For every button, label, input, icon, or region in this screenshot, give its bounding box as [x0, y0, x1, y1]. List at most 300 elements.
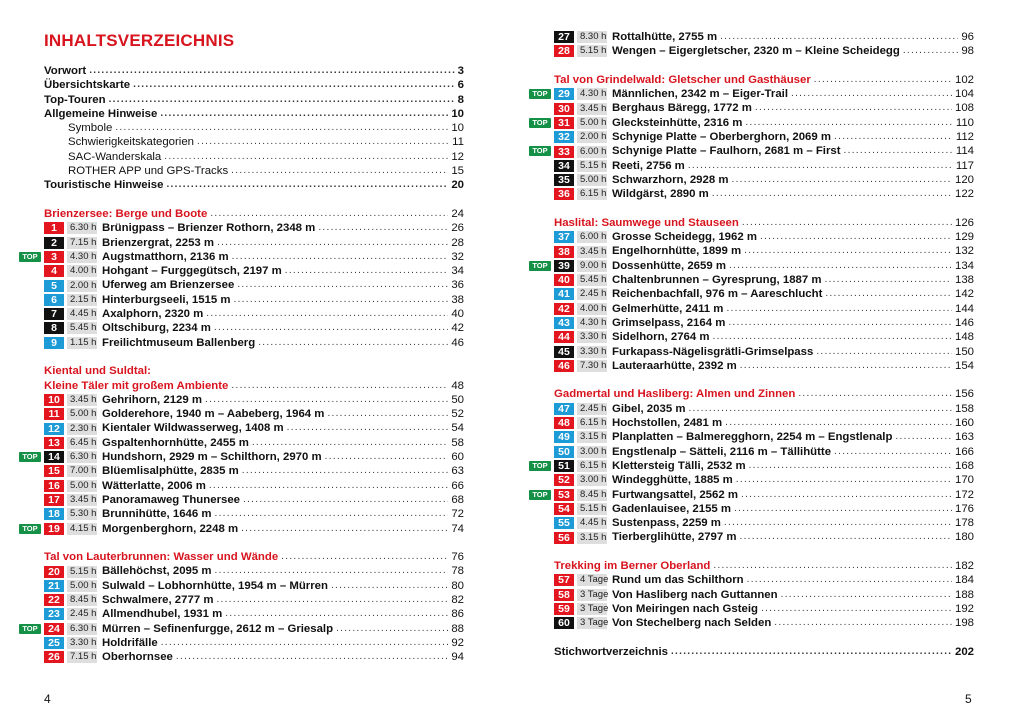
entry-label: Touristische Hinweise	[44, 179, 164, 192]
tour-duration: 8.45 h	[67, 594, 97, 606]
toc-tour-entry[interactable]	[44, 607, 464, 621]
tour-duration: 3.45 h	[67, 394, 97, 406]
tour-number-badge: 50	[554, 446, 574, 458]
toc-tour-entry[interactable]	[554, 345, 974, 359]
right-page	[510, 0, 1020, 727]
entry-label: Berghaus Bäregg, 1772 m	[612, 102, 752, 115]
dot-leader	[744, 244, 952, 258]
entry-label: Engelhornhütte, 1899 m	[612, 245, 742, 258]
tour-number-badge: 19	[44, 523, 64, 535]
toc-title: INHALTSVERZEICHNIS	[44, 31, 235, 50]
dot-leader	[237, 278, 448, 292]
dot-leader	[242, 464, 449, 478]
tour-number-badge: 45	[554, 346, 574, 358]
entry-page-number: 126	[954, 216, 974, 229]
toc-region-heading[interactable]	[44, 364, 464, 378]
toc-entry[interactable]	[554, 645, 974, 659]
entry-label: Axalphorn, 2320 m	[102, 308, 204, 321]
tour-duration: 5.45 h	[67, 322, 97, 334]
toc-tour-entry[interactable]	[532, 116, 974, 130]
top-tour-badge: TOP	[529, 461, 551, 471]
entry-label: Freilichtmuseum Ballenberg	[102, 336, 256, 349]
toc-spacer	[554, 630, 974, 644]
toc-region-heading[interactable]	[554, 559, 974, 573]
tour-number-badge: 56	[554, 532, 574, 544]
top-tour-badge: TOP	[529, 118, 551, 128]
toc-tour-entry[interactable]	[22, 250, 464, 264]
tour-number-badge: 59	[554, 603, 574, 615]
entry-label: Schwalmere, 2777 m	[102, 593, 214, 606]
dot-leader	[720, 30, 958, 44]
tour-number-badge: 55	[554, 517, 574, 529]
toc-tour-entry[interactable]	[44, 636, 464, 650]
dot-leader	[760, 230, 952, 244]
toc-tour-entry[interactable]	[44, 264, 464, 278]
dot-leader	[160, 107, 448, 121]
toc-tour-entry[interactable]	[554, 230, 974, 244]
dot-leader	[745, 116, 952, 130]
entry-label: Chaltenbrunnen – Gyresprung, 1887 m	[612, 274, 822, 287]
dot-leader	[712, 187, 952, 201]
entry-page-number: 112	[955, 131, 974, 144]
entry-label: Klettersteig Tälli, 2532 m	[612, 459, 746, 472]
dot-leader	[206, 307, 448, 321]
entry-page-number: 122	[954, 188, 974, 201]
entry-page-number: 54	[451, 422, 464, 435]
toc-tour-entry[interactable]	[554, 588, 974, 602]
toc-entry[interactable]	[44, 78, 464, 92]
entry-page-number: 8	[457, 93, 464, 106]
entry-label: Hohgant – Furggegütsch, 2197 m	[102, 265, 282, 278]
toc-tour-entry[interactable]	[44, 464, 464, 478]
dot-leader	[231, 164, 448, 178]
tour-duration: 6.15 h	[577, 460, 607, 472]
dot-leader	[281, 550, 448, 564]
entry-page-number: 10	[451, 122, 464, 135]
tour-duration: 5.45 h	[577, 274, 607, 286]
tour-number-badge: 60	[554, 617, 574, 629]
toc-tour-entry[interactable]	[44, 507, 464, 521]
entry-page-number: 58	[451, 436, 464, 449]
dot-leader	[210, 207, 448, 221]
entry-page-number: 163	[954, 431, 974, 444]
toc-tour-entry[interactable]	[554, 416, 974, 430]
tour-number-badge: 10	[44, 394, 64, 406]
tour-number-badge: 14	[44, 451, 64, 463]
toc-sub-entry[interactable]	[44, 135, 464, 149]
entry-page-number: 3	[457, 65, 464, 77]
tour-duration: 3.45 h	[577, 246, 607, 258]
tour-number-badge: 35	[554, 174, 574, 186]
toc-region-heading[interactable]	[554, 73, 974, 87]
entry-page-number: 202	[954, 645, 974, 658]
entry-label: Rund um das Schilthorn	[612, 574, 744, 587]
toc-tour-entry[interactable]	[44, 278, 464, 292]
dot-leader	[215, 564, 449, 578]
tour-duration: 3.00 h	[577, 474, 607, 486]
dot-leader	[834, 130, 953, 144]
toc-tour-entry[interactable]	[44, 407, 464, 421]
entry-page-number: 188	[954, 588, 974, 601]
entry-page-number: 110	[955, 116, 974, 129]
toc-tour-entry[interactable]	[22, 450, 464, 464]
toc-tour-entry[interactable]	[44, 593, 464, 607]
tour-number-badge: 33	[554, 146, 574, 158]
top-tour-badge: TOP	[19, 624, 41, 634]
toc-tour-entry[interactable]	[532, 87, 974, 101]
entry-page-number: 6	[457, 79, 464, 92]
toc-tour-entry[interactable]	[44, 293, 464, 307]
dot-leader	[791, 87, 952, 101]
entry-page-number: 11	[452, 136, 464, 149]
toc-tour-entry[interactable]	[44, 307, 464, 321]
toc-tour-entry[interactable]	[44, 564, 464, 578]
toc-tour-entry[interactable]	[44, 336, 464, 350]
dot-leader	[688, 159, 953, 173]
entry-page-number: 38	[451, 293, 464, 306]
dot-leader	[688, 402, 952, 416]
tour-number-badge: 32	[554, 131, 574, 143]
tour-number-badge: 43	[554, 317, 574, 329]
entry-page-number: 24	[451, 207, 464, 220]
entry-label: Trekking im Berner Oberland	[554, 559, 711, 572]
toc-tour-entry[interactable]	[554, 101, 974, 115]
dot-leader	[740, 530, 952, 544]
entry-label: Engstlenalp – Sätteli, 2116 m – Tällihütte	[612, 445, 832, 458]
entry-label: Tal von Grindelwald: Gletscher und Gasthäuser	[554, 73, 811, 86]
toc-spacer	[554, 59, 974, 73]
entry-label: Glecksteinhütte, 2316 m	[612, 116, 743, 129]
tour-duration: 6.00 h	[577, 146, 607, 158]
toc-entry[interactable]	[44, 178, 464, 192]
tour-duration: 3.45 h	[67, 494, 97, 506]
entry-page-number: 158	[954, 402, 974, 415]
toc-region-heading[interactable]	[44, 550, 464, 564]
tour-duration: 4.45 h	[67, 308, 97, 320]
entry-page-number: 40	[451, 308, 464, 321]
tour-duration: 9.00 h	[577, 260, 607, 272]
top-tour-badge: TOP	[529, 490, 551, 500]
toc-entry[interactable]	[44, 107, 464, 121]
toc-tour-entry[interactable]	[554, 530, 974, 544]
entry-label: Furtwangsattel, 2562 m	[612, 488, 738, 501]
entry-page-number: 82	[451, 593, 464, 606]
entry-page-number: 42	[451, 322, 464, 335]
tour-number-badge: 28	[554, 45, 574, 57]
toc-tour-entry[interactable]	[44, 493, 464, 507]
entry-page-number: 184	[954, 574, 974, 587]
entry-page-number: 134	[954, 259, 974, 272]
entry-page-number: 92	[451, 636, 464, 649]
entry-page-number: 182	[954, 559, 974, 572]
entry-label: Kiental und Suldtal:	[44, 365, 151, 378]
dot-leader	[232, 250, 449, 264]
entry-page-number: 94	[451, 651, 464, 664]
tour-number-badge: 8	[44, 322, 64, 334]
toc-tour-entry[interactable]	[554, 502, 974, 516]
toc-sub-entry[interactable]	[44, 164, 464, 178]
toc-tour-entry[interactable]	[554, 573, 974, 587]
dot-leader	[724, 516, 952, 530]
entry-label: Gehrihorn, 2129 m	[102, 393, 203, 406]
toc-tour-entry[interactable]	[554, 244, 974, 258]
dot-leader	[725, 416, 952, 430]
toc-tour-entry[interactable]	[44, 421, 464, 435]
entry-label: Kientaler Wildwasserweg, 1408 m	[102, 422, 284, 435]
dot-leader	[231, 379, 448, 393]
dot-leader	[318, 221, 448, 235]
toc-tour-entry[interactable]	[554, 316, 974, 330]
tour-number-badge: 3	[44, 251, 64, 263]
tour-duration: 4.30 h	[577, 88, 607, 100]
toc-tour-entry[interactable]	[554, 402, 974, 416]
tour-number-badge: 47	[554, 403, 574, 415]
tour-number-badge: 26	[44, 651, 64, 663]
toc-sub-entry[interactable]	[44, 150, 464, 164]
entry-label: Schynige Platte – Faulhorn, 2681 m – First	[612, 145, 841, 158]
toc-spacer	[554, 202, 974, 216]
entry-page-number: 46	[451, 336, 464, 349]
entry-label: Schwarzhorn, 2928 m	[612, 173, 729, 186]
entry-page-number: 104	[954, 88, 974, 101]
dot-leader	[327, 407, 448, 421]
tour-duration: 2.30 h	[67, 423, 97, 435]
toc-tour-entry[interactable]	[44, 579, 464, 593]
toc-tour-entry[interactable]	[554, 516, 974, 530]
entry-page-number: 129	[954, 231, 974, 244]
toc-entry[interactable]	[44, 93, 464, 107]
tour-number-badge: 11	[44, 408, 64, 420]
entry-label: Grimselpass, 2164 m	[612, 316, 726, 329]
toc-tour-entry[interactable]	[22, 522, 464, 536]
entry-page-number: 98	[961, 45, 974, 58]
tour-number-badge: 21	[44, 580, 64, 592]
dot-leader	[325, 450, 449, 464]
dot-leader	[736, 473, 952, 487]
toc-tour-entry[interactable]	[44, 236, 464, 250]
tour-duration: 4.45 h	[577, 517, 607, 529]
tour-number-badge: 36	[554, 188, 574, 200]
toc-tour-entry[interactable]	[22, 622, 464, 636]
tour-duration: 5.00 h	[67, 580, 97, 592]
entry-label: Top-Touren	[44, 93, 106, 106]
entry-label: Sulwald – Lobhornhütte, 1954 m – Mürren	[102, 579, 328, 592]
entry-page-number: 108	[954, 102, 974, 115]
dot-leader	[241, 522, 448, 536]
dot-leader	[109, 93, 455, 107]
entry-label: Reeti, 2756 m	[612, 159, 685, 172]
entry-label: Furkapass-Nägelisgrätli-Grimselpass	[612, 345, 814, 358]
dot-leader	[825, 273, 952, 287]
entry-page-number: 66	[451, 479, 464, 492]
toc-tour-entry[interactable]	[554, 616, 974, 630]
entry-label: Reichenbachfall, 976 m – Aareschlucht	[612, 288, 823, 301]
top-tour-badge: TOP	[19, 524, 41, 534]
entry-label: Oberhornsee	[102, 651, 173, 664]
toc-tour-entry[interactable]	[44, 321, 464, 335]
toc-entry[interactable]	[44, 64, 464, 78]
toc-tour-entry[interactable]	[554, 130, 974, 144]
tour-duration: 6.45 h	[67, 437, 97, 449]
tour-duration: 3.30 h	[577, 331, 607, 343]
entry-label: Oltschiburg, 2234 m	[102, 322, 211, 335]
dot-leader	[287, 421, 449, 435]
dot-leader	[217, 236, 448, 250]
toc-tour-entry[interactable]	[44, 650, 464, 664]
entry-label: Holdrifälle	[102, 636, 158, 649]
entry-page-number: 63	[451, 465, 464, 478]
toc-tour-entry[interactable]	[554, 187, 974, 201]
top-tour-badge: TOP	[529, 146, 551, 156]
dot-leader	[336, 622, 448, 636]
dot-leader	[243, 493, 448, 507]
tour-duration: 2.45 h	[577, 288, 607, 300]
tour-duration: 6.30 h	[67, 451, 97, 463]
toc-spacer	[44, 350, 464, 364]
tour-number-badge: 46	[554, 360, 574, 372]
toc-tour-entry[interactable]	[554, 602, 974, 616]
entry-page-number: 12	[451, 150, 464, 163]
entry-page-number: 34	[451, 265, 464, 278]
tour-duration: 3 Tage	[577, 603, 607, 615]
toc-tour-entry[interactable]	[44, 393, 464, 407]
tour-duration: 3.15 h	[577, 431, 607, 443]
dot-leader	[734, 502, 952, 516]
tour-duration: 3 Tage	[577, 589, 607, 601]
tour-duration: 3.30 h	[577, 346, 607, 358]
dot-leader	[740, 359, 952, 373]
tour-number-badge: 29	[554, 88, 574, 100]
entry-page-number: 88	[451, 622, 464, 635]
tour-number-badge: 12	[44, 423, 64, 435]
toc-tour-entry[interactable]	[532, 144, 974, 158]
tour-duration: 1.15 h	[67, 337, 97, 349]
tour-number-badge: 30	[554, 103, 574, 115]
entry-page-number: 78	[451, 565, 464, 578]
toc-sub-entry[interactable]	[44, 121, 464, 135]
toc-tour-entry[interactable]	[44, 436, 464, 450]
toc-tour-entry[interactable]	[554, 173, 974, 187]
toc-tour-entry[interactable]	[554, 30, 974, 44]
entry-page-number: 72	[451, 508, 464, 521]
tour-duration: 3.15 h	[577, 532, 607, 544]
right-toc-list	[532, 30, 974, 659]
entry-label: Männlichen, 2342 m – Eiger-Trail	[612, 88, 788, 101]
tour-number-badge: 2	[44, 237, 64, 249]
entry-label: Wildgärst, 2890 m	[612, 188, 709, 201]
toc-tour-entry[interactable]	[554, 359, 974, 373]
entry-page-number: 148	[954, 331, 974, 344]
toc-region-heading[interactable]	[44, 379, 464, 393]
entry-page-number: 198	[954, 617, 974, 630]
toc-tour-entry[interactable]	[554, 473, 974, 487]
entry-label: Brunnihütte, 1646 m	[102, 508, 212, 521]
toc-tour-entry[interactable]	[44, 479, 464, 493]
entry-page-number: 60	[451, 451, 464, 464]
toc-tour-entry[interactable]	[554, 287, 974, 301]
toc-region-heading[interactable]	[554, 387, 974, 401]
tour-number-badge: 49	[554, 431, 574, 443]
tour-duration: 6.15 h	[577, 417, 607, 429]
entry-label: Gelmerhütte, 2411 m	[612, 302, 724, 315]
tour-number-badge: 53	[554, 489, 574, 501]
entry-label: Windegghütte, 1885 m	[612, 474, 733, 487]
entry-label: Kleine Täler mit großem Ambiente	[44, 379, 229, 392]
dot-leader	[161, 636, 449, 650]
toc-region-heading[interactable]	[554, 216, 974, 230]
tour-duration: 7.30 h	[577, 360, 607, 372]
dot-leader	[726, 302, 952, 316]
dot-leader	[781, 588, 952, 602]
entry-label: Blüemlisalphütte, 2835 m	[102, 465, 239, 478]
tour-duration: 3 Tage	[577, 617, 607, 629]
toc-tour-entry[interactable]	[554, 159, 974, 173]
tour-number-badge: 25	[44, 637, 64, 649]
toc-tour-entry[interactable]	[532, 488, 974, 502]
dot-leader	[741, 488, 952, 502]
toc-tour-entry[interactable]	[554, 44, 974, 58]
entry-page-number: 180	[954, 531, 974, 544]
tour-duration: 2.45 h	[577, 403, 607, 415]
toc-tour-entry[interactable]	[554, 445, 974, 459]
tour-duration: 6.30 h	[67, 222, 97, 234]
toc-region-heading[interactable]	[44, 207, 464, 221]
right-column	[532, 30, 974, 659]
entry-label: Allmendhubel, 1931 m	[102, 608, 223, 621]
entry-page-number: 142	[954, 288, 974, 301]
dot-leader	[164, 150, 448, 164]
tour-duration: 3.30 h	[67, 637, 97, 649]
entry-page-number: 138	[954, 274, 974, 287]
top-tour-badge: TOP	[529, 89, 551, 99]
entry-label: Bällehöchst, 2095 m	[102, 565, 212, 578]
dot-leader	[671, 645, 952, 659]
toc-tour-entry[interactable]	[554, 302, 974, 316]
toc-tour-entry[interactable]	[554, 273, 974, 287]
entry-label: Hinterburgseeli, 1515 m	[102, 293, 231, 306]
dot-leader	[731, 173, 952, 187]
entry-label: Planplatten – Balmeregghorn, 2254 m – Engstlenalp	[612, 431, 893, 444]
toc-tour-entry[interactable]	[532, 459, 974, 473]
tour-duration: 5.15 h	[577, 503, 607, 515]
toc-tour-entry[interactable]	[554, 430, 974, 444]
tour-duration: 2.45 h	[67, 608, 97, 620]
entry-label: Hochstollen, 2481 m	[612, 417, 723, 430]
dot-leader	[834, 445, 952, 459]
entry-label: Dossenhütte, 2659 m	[612, 259, 726, 272]
dot-leader	[761, 602, 952, 616]
tour-number-badge: 44	[554, 331, 574, 343]
tour-number-badge: 40	[554, 274, 574, 286]
tour-duration: 7.15 h	[67, 651, 97, 663]
tour-duration: 5.00 h	[577, 117, 607, 129]
entry-page-number: 28	[451, 236, 464, 249]
top-tour-badge: TOP	[529, 261, 551, 271]
tour-number-badge: 23	[44, 608, 64, 620]
tour-number-badge: 24	[44, 623, 64, 635]
entry-page-number: 144	[954, 302, 974, 315]
dot-leader	[742, 216, 952, 230]
entry-label: Panoramaweg Thunersee	[102, 493, 241, 506]
toc-tour-entry[interactable]	[532, 259, 974, 273]
entry-page-number: 192	[954, 602, 974, 615]
entry-page-number: 156	[954, 388, 974, 401]
toc-tour-entry[interactable]	[44, 221, 464, 235]
entry-label: Gadenlauisee, 2155 m	[612, 502, 732, 515]
entry-page-number: 20	[451, 179, 464, 192]
entry-label: ROTHER APP und GPS-Tracks	[68, 165, 229, 178]
toc-tour-entry[interactable]	[554, 330, 974, 344]
